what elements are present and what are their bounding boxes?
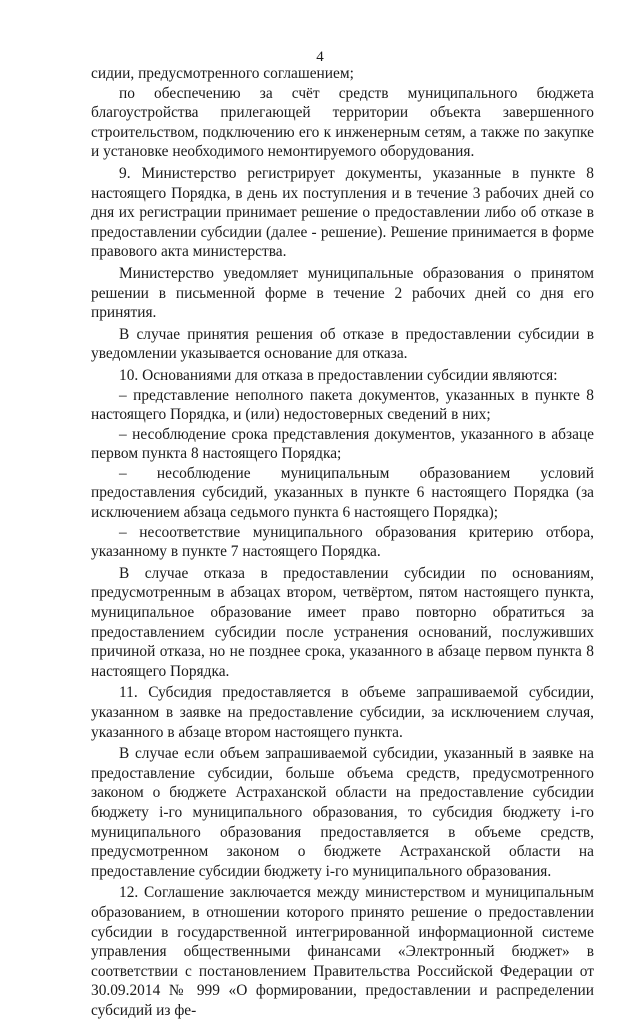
- list-item: – представление неполного пакета документов, указанных в пункте 8 настоящего Порядка, и (или) недостоверных сведений в них;: [91, 386, 594, 424]
- paragraph-item-12: 12. Соглашение заключается между министерством и муниципальным образованием, в отношении которого принято решение о предоставлении субсидии в государственной интегрированной информационной системе управления общественными финансами «Электронный бюджет» в соответствии с постановлением Правительства Российской Федерации от 30.09.2014 № 999 «О формировании, предоставлении и распределении субсидий из фе-: [91, 884, 594, 1019]
- paragraph: В случае если объем запрашиваемой субсидии, указанный в заявке на предоставление субсидии, больше объема средств, предусмотренного законом о бюджете Астраханской области на предоставление субсидии бюджету i-го муниципального образования, то субсидия бюджету i-го муниципального образования предоставляется в объеме средств, предусмотренном законом о бюджете Астраханской области на предоставление субсидии бюджету i-го муниципального образования.: [91, 745, 594, 880]
- paragraph: по обеспечению за счёт средств муниципального бюджета благоустройства прилегающей территории объекта завершенного строительством, подключению его к инженерным сетям, а также по закупке и установке необходимого немонтируемого оборудования.: [91, 84, 594, 161]
- paragraph-continuation: сидии, предусмотренного соглашением;: [91, 65, 354, 82]
- paragraph-item-10: 10. Основаниями для отказа в предоставлении субсидии являются:: [119, 366, 558, 384]
- paragraph: В случае отказа в предоставлении субсидии по основаниям, предусмотренным в абзацах втором, четвёртом, пятом настоящего пункта, муниципальное образование имеет право повторно обратиться за предоставлением субсидии после устранения оснований, послуживших причиной отказа, но не позднее срока, указанного в абзаце первом пункта 8 настоящего Порядка.: [91, 564, 594, 680]
- list-item: – несоблюдение срока представления документов, указанного в абзаце первом пункта 8 настоящего Порядка;: [91, 425, 594, 463]
- paragraph: Министерство уведомляет муниципальные образования о принятом решении в письменной форме в течение 2 рабочих дней со дня его принятия.: [91, 264, 594, 322]
- list-item: – несоответствие муниципального образования критерию отбора, указанному в пункте 7 настоящего Порядка.: [91, 523, 594, 561]
- paragraph: В случае принятия решения об отказе в предоставлении субсидии в уведомлении указывается основание для отказа.: [91, 325, 594, 363]
- paragraph-item-9: 9. Министерство регистрирует документы, указанные в пункте 8 настоящего Порядка, в день их поступления и в течение 3 рабочих дней со дня их регистрации принимает решение о предоставлении либо об отказе в предоставлении субсидии (далее - решение). Решение принимается в форме правового акта министерства.: [91, 164, 594, 261]
- list-item: – несоблюдение муниципальным образованием условий предоставления субсидий, указанных в пункте 6 настоящего Порядка (за исключением абзаца седьмого пункта 6 настоящего Порядка);: [91, 464, 594, 522]
- page-number: 4: [316, 49, 324, 65]
- paragraph-item-11: 11. Субсидия предоставляется в объеме запрашиваемой субсидии, указанном в заявке на предоставление субсидии, за исключением случая, указанного в абзаце втором настоящего пункта.: [91, 684, 594, 741]
- document-body: [91, 64, 594, 1021]
